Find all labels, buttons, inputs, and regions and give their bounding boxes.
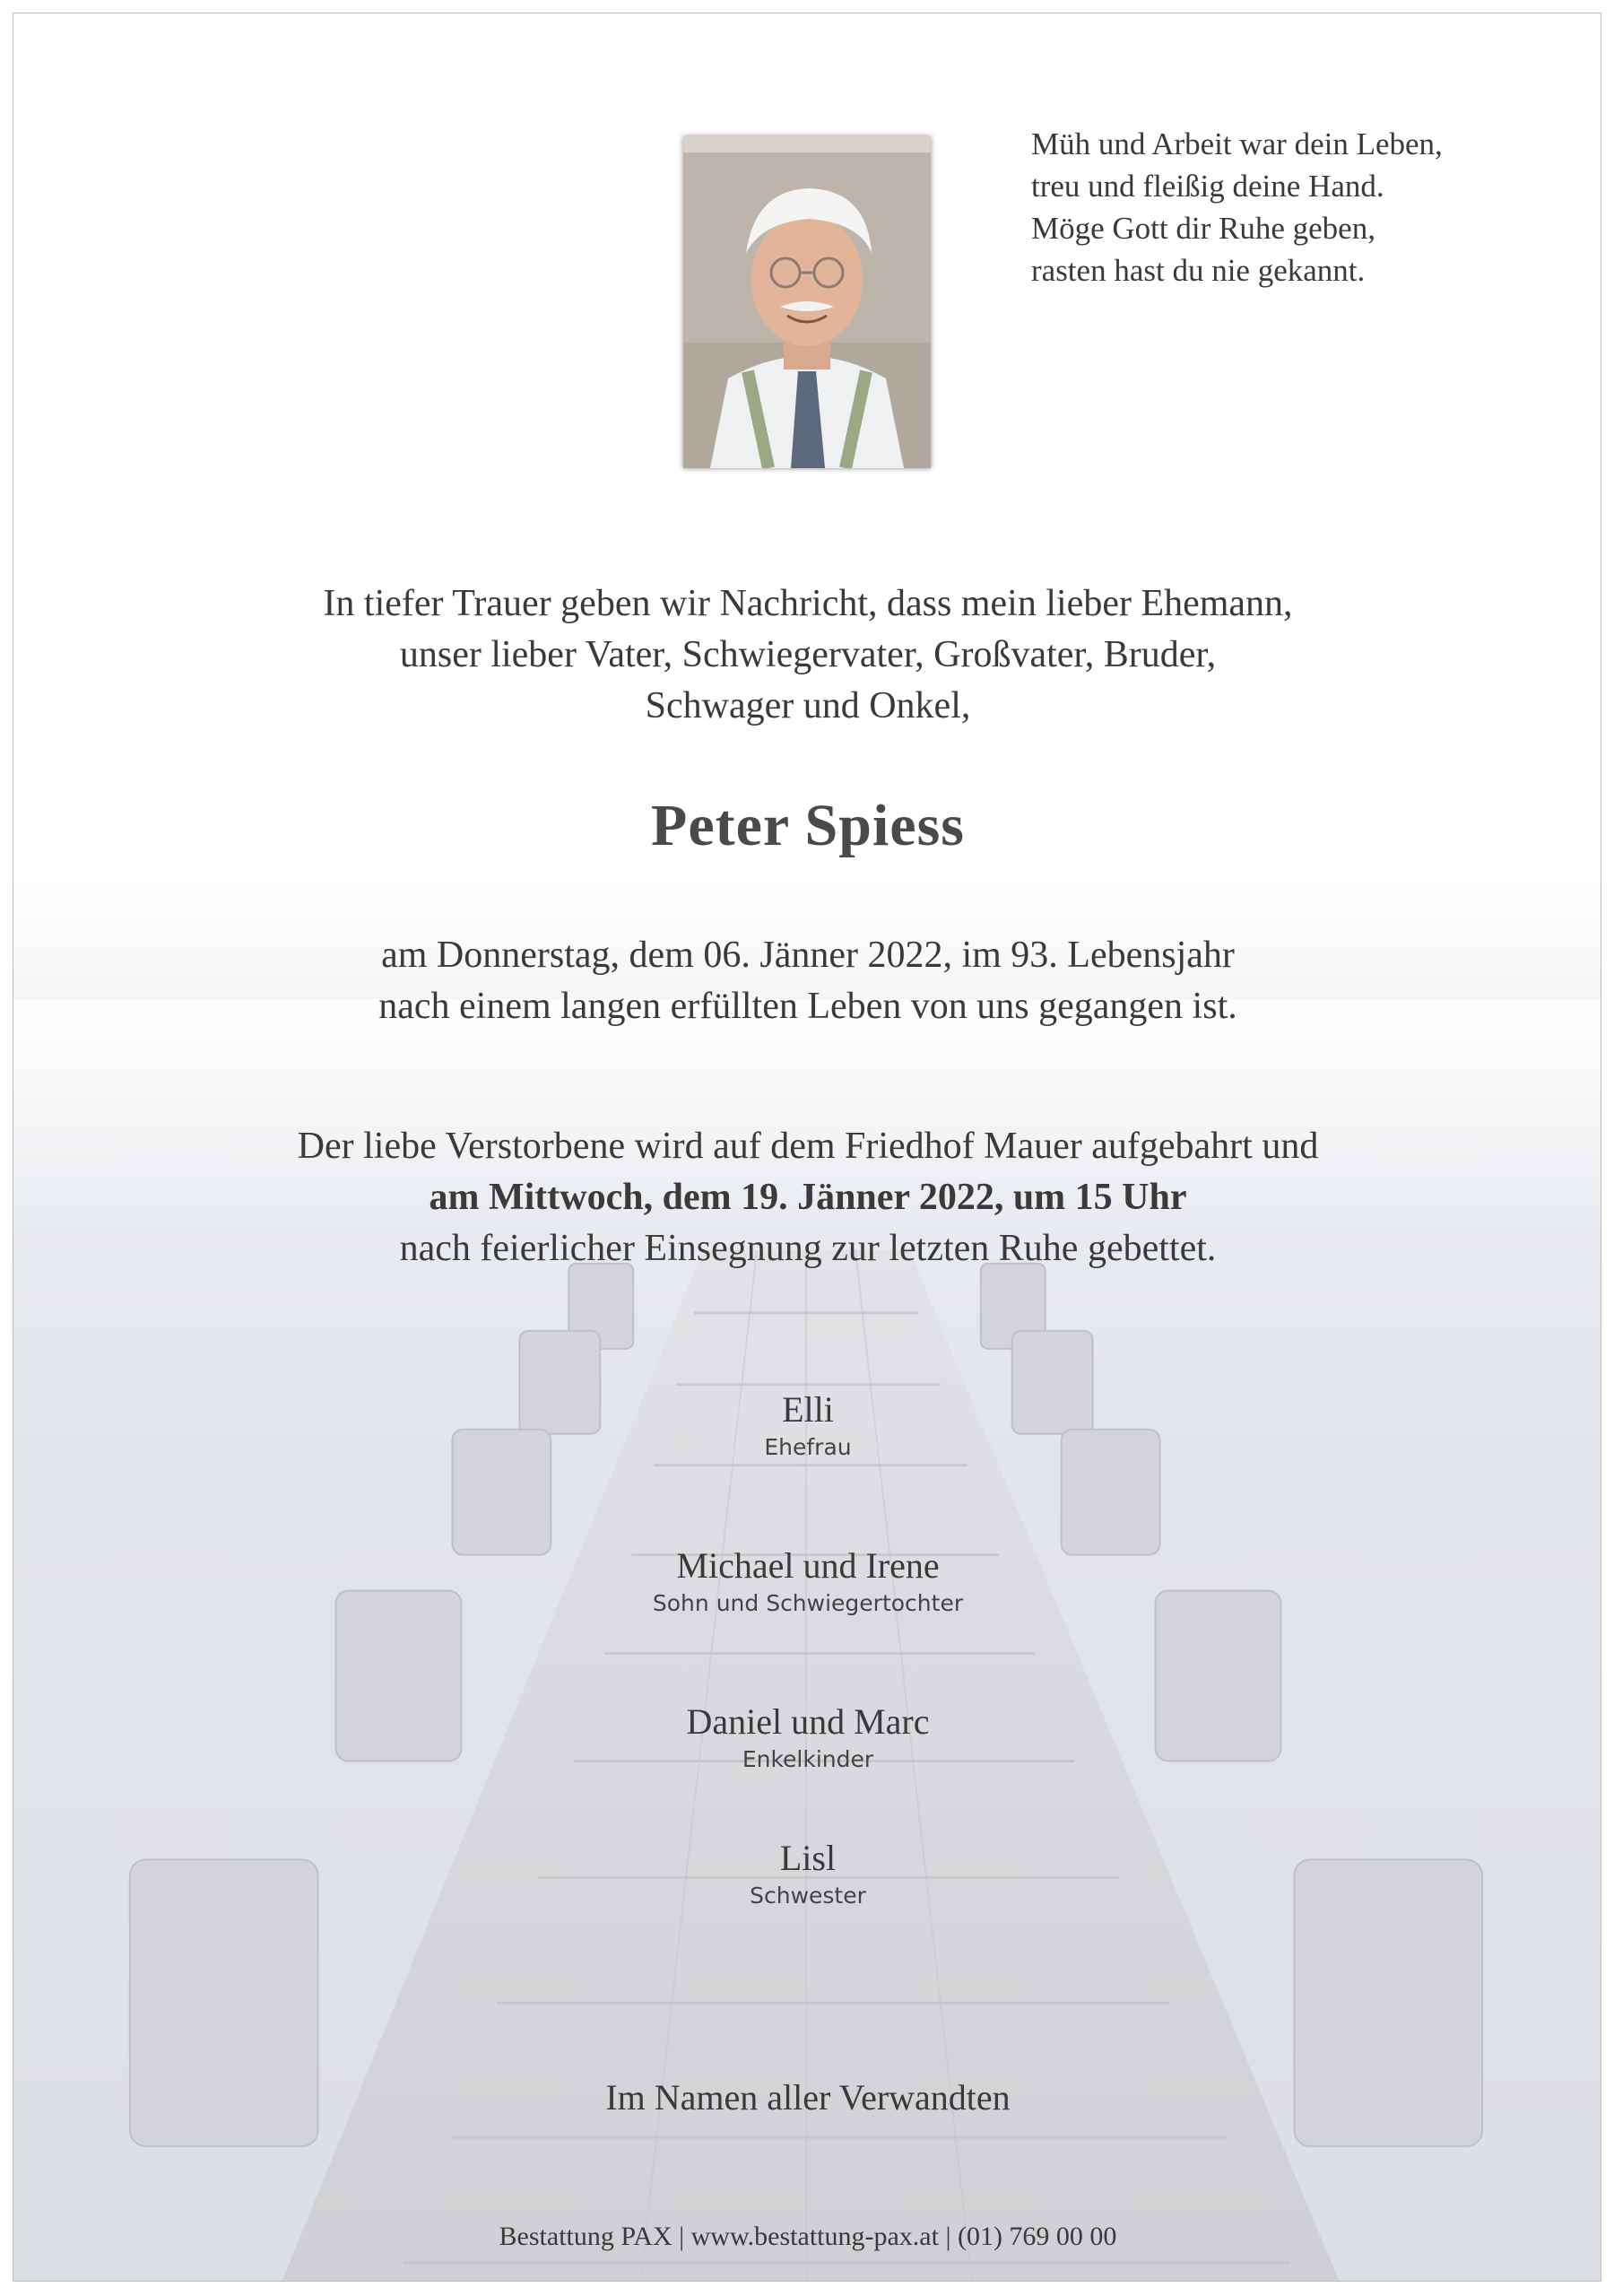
poem-line: Möge Gott dir Ruhe geben, <box>1031 211 1375 246</box>
intro-line: Schwager und Onkel, <box>645 685 971 726</box>
relative-name: Michael und Irene <box>676 1545 940 1586</box>
intro-line: In tiefer Trauer geben wir Nachricht, dass mein lieber Ehemann, <box>323 583 1293 624</box>
portrait-photo <box>683 136 931 468</box>
poem-line: rasten hast du nie gekannt. <box>1031 253 1366 288</box>
signoff: Im Namen aller Verwandten <box>605 2077 1011 2118</box>
relative-entry <box>13 1700 1601 1775</box>
intro-line: unser lieber Vater, Schwiegervater, Großvater, Bruder, <box>399 634 1217 675</box>
funeral-details <box>13 1121 1601 1274</box>
poem-line: Müh und Arbeit war dein Leben, <box>1031 126 1443 161</box>
poem-line: treu und fleißig deine Hand. <box>1031 169 1384 204</box>
funeral-line: nach feierlicher Einsegnung zur letzten Ruhe gebettet. <box>399 1228 1217 1269</box>
relative-name: Lisl <box>779 1838 837 1878</box>
death-details <box>13 930 1601 1032</box>
relative-role: Schwester <box>750 1883 866 1909</box>
relative-entry <box>13 1544 1601 1619</box>
relative-role: Enkelkinder <box>742 1746 874 1772</box>
relative-entry <box>13 1387 1601 1463</box>
relative-name: Daniel und Marc <box>686 1701 930 1742</box>
announcement-intro <box>13 578 1601 732</box>
memorial-poem <box>1031 123 1601 291</box>
funeral-date-time: am Mittwoch, dem 19. Jänner 2022, um 15 Uhr <box>429 1177 1187 1218</box>
death-line: nach einem langen erfüllten Leben von uns gegangen ist. <box>378 986 1237 1027</box>
relative-role: Sohn und Schwiegertochter <box>652 1590 964 1616</box>
funeral-home-footer: Bestattung PAX | www.bestattung-pax.at | (01) 769 00 00 <box>499 2222 1117 2251</box>
relative-entry <box>13 1836 1601 1911</box>
relative-role: Ehefrau <box>764 1434 852 1460</box>
obituary-page <box>13 13 1601 2282</box>
funeral-line: Der liebe Verstorbene wird auf dem Friedhof Mauer aufgebahrt und <box>297 1126 1319 1167</box>
deceased-name: Peter Spiess <box>651 793 965 858</box>
relative-name: Elli <box>782 1389 834 1430</box>
death-line: am Donnerstag, dem 06. Jänner 2022, im 93. Lebensjahr <box>381 935 1235 976</box>
